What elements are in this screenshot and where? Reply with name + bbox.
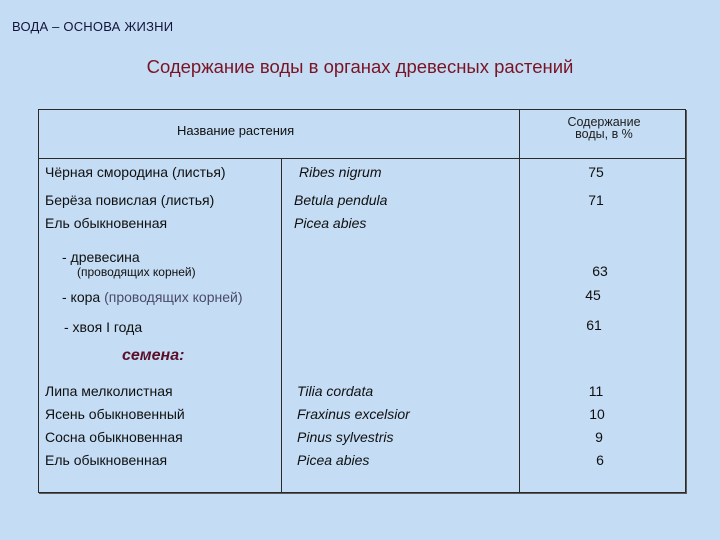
seed-row-name: Сосна обыкновенная (45, 429, 183, 445)
spruce-needles-value: 61 (586, 317, 602, 333)
spruce-wood-sub: (проводящих корней) (77, 265, 196, 279)
row-value: 71 (588, 192, 604, 208)
spruce-bark-label: - кора (62, 289, 101, 305)
row-latin: Ribes nigrum (299, 164, 382, 180)
col-value-header-line1: Содержание (567, 115, 641, 129)
spruce-wood-value: 63 (592, 263, 608, 279)
seed-row-name: Ель обыкновенная (45, 452, 168, 468)
row-name: Ель обыкновенная (45, 215, 168, 231)
row-value: 75 (588, 164, 604, 180)
seed-row-latin: Pinus sylvestris (297, 429, 394, 445)
spruce-wood-label: - древесина (62, 249, 140, 265)
seed-row-value: 10 (589, 406, 605, 422)
row-name: Чёрная смородина (листья) (45, 164, 226, 180)
column-divider-left (281, 158, 282, 492)
spruce-bark-value: 45 (585, 287, 601, 303)
seed-row-latin: Fraxinus excelsior (297, 406, 410, 422)
spruce-needles-label: - хвоя I года (64, 319, 143, 335)
seed-row-latin: Picea abies (297, 452, 370, 468)
col-value-header (559, 116, 649, 140)
column-divider-right (519, 110, 520, 492)
water-content-table (38, 109, 686, 493)
seed-row-name: Ясень обыкновенный (45, 406, 185, 422)
seeds-label: семена: (122, 347, 185, 364)
slide-header: ВОДА – ОСНОВА ЖИЗНИ (12, 19, 174, 34)
seed-row-value: 6 (596, 452, 604, 468)
row-name: Берёза повислая (листья) (45, 192, 215, 208)
col-value-header-line2: воды, в % (575, 127, 633, 141)
row-latin: Betula pendula (294, 192, 388, 208)
row-latin: Picea abies (294, 215, 367, 231)
spruce-bark-row (62, 289, 243, 305)
spruce-bark-sub: (проводящих корней) (104, 289, 243, 305)
header-divider (39, 158, 685, 159)
seed-row-latin: Tilia cordata (297, 383, 374, 399)
col-name-header: Название растения (177, 123, 295, 138)
seed-row-value: 9 (595, 429, 603, 445)
seed-row-name: Липа мелколистная (45, 383, 173, 399)
slide-title: Содержание воды в органах древесных растений (146, 56, 574, 77)
seed-row-value: 11 (588, 383, 604, 399)
